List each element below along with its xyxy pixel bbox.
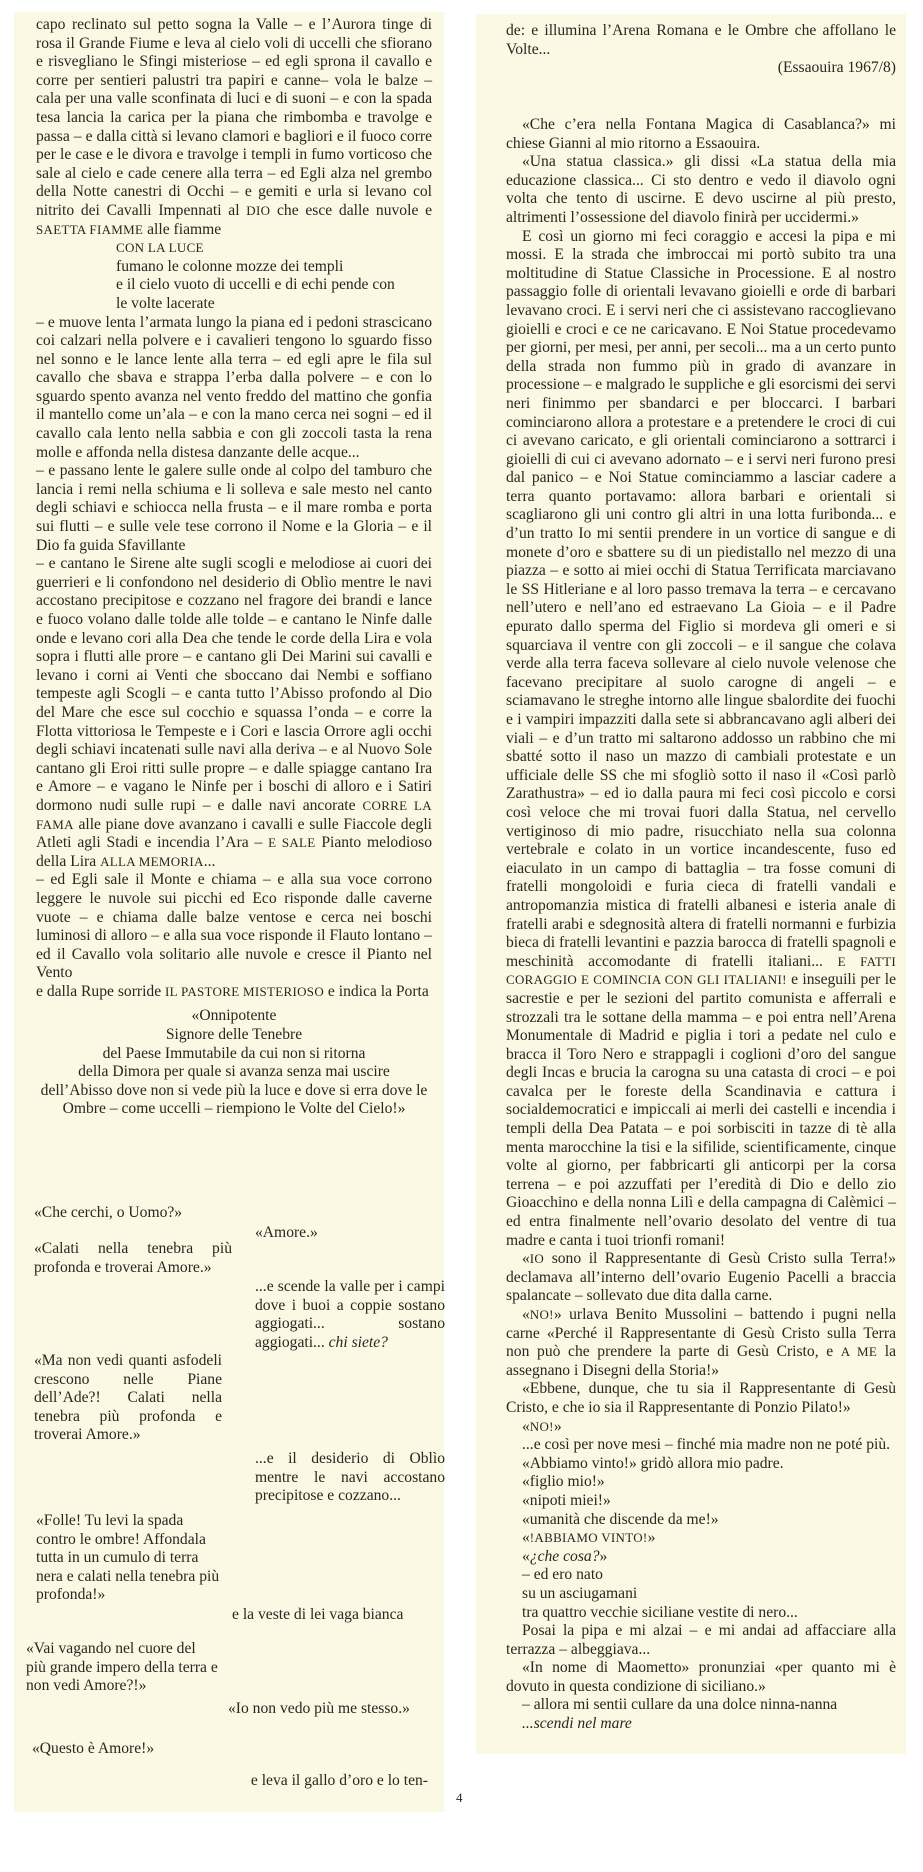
dialogue-question: «Folle! Tu levi la spada contro le ombre! Affondala tutta in un cumulo di terra nera e calati nella tenebra più profonda!» <box>36 1512 220 1604</box>
prose-line: tra quattro vecchie siciliane vestite di nero... <box>522 1603 798 1621</box>
prose-line: «umanità che discende da me!» <box>522 1510 719 1528</box>
prose-paragraph: «In nome di Maometto» pronunziai «per quanto mi è dovuto in questa condizione di siciliano.» <box>506 1659 896 1695</box>
dialogue-answer: «Io non vedo più me stesso.» <box>228 1700 410 1717</box>
prose-line: – ed ero nato <box>522 1566 603 1584</box>
dialogue-question: «Che cerchi, o Uomo?» <box>34 1204 183 1221</box>
prose-paragraph: «IO sono il Rappresentante di Gesù Cristo sulla Terra!» declamava all’interno dell’ovario Eugenio Pacelli a braccia spalancate – sollevato due dita dalla carne. <box>506 1250 896 1305</box>
prose-paragraph: «Ebbene, dunque, che tu sia il Rappresentante di Gesù Cristo, e che io sia il Rappresentante di Ponzio Pilato!» <box>506 1380 896 1416</box>
dialogue-question: «Calati nella tenebra più profonda e troverai Amore.» <box>34 1240 232 1276</box>
dialogue-answer: e la veste di lei vaga bianca <box>232 1606 404 1623</box>
dialogue-question: «Vai vagando nel cuore del più grande impero della terra e non vedi Amore?!» <box>26 1640 218 1695</box>
prose-line: «nipoti miei!» <box>522 1491 611 1509</box>
signature-date: (Essaouira 1967/8) <box>777 59 896 77</box>
dialogue-answer: e leva il gallo d’oro e lo ten- <box>250 1772 428 1789</box>
prose-line: ...scendi nel mare <box>522 1715 632 1733</box>
prose-paragraph: ...e così per nove mesi – finché mia madre non ne poté più. <box>522 1436 891 1454</box>
prose-paragraph: E così un giorno mi feci coraggio e accesi la pipa e mi mossi. E la strada che imbroccai mi portò subito tra una moltitudine di Statue Classiche in Processione. E al nostro passaggio folle di orientali levavano gioielli e orde di barbari levavano croci. E i servi neri che ci assistevano raccoglievano gioielli e croci e ce ne caricavano. E Noi Statue procedevamo per giorni, per mesi, per anni, per secoli... ma a un certo punto della strada non fummo più in grado di avanzare in processione – e malgrado le suppliche e gli esorcismi dei servi neri finimmo per sbandarci e per bloccarci. I barbari cominciarono allora a protestare e a pretendere le croci di cui ci avevano caricato, e gli orientali cominciarono a sottrarci i gioielli di cui ci avevano adornato – e i servi neri furono presi dal panico – e Noi Statue cominciammo a lasciar cadere a terra quanto portavamo: allora barbari e orientali si scagliarono gli uni contro gli altri in una lotta furibonda... e d’un tratto Io mi sentii prendere in un vortice di sangue e di monete d’oro e sbattere su di un piedistallo nel mezzo di una piazza – e sotto ai miei occhi di Statua Terrificata marciavano le SS Hitleriane e al loro passo tremava la terra – e cercavano nell’utero e nell’ano ed estraevano La Gioia – e il Padre epurato dallo sperma del Figlio si mordeva gli omeri e si squarciava il ventre con gli zoccoli – e il sangue che colava verde alla terra faceva sollevare al cielo nuvole velenose che facevano precipitare al suolo carogne di angeli – e sciamavano le streghe intorno alle lingue sbalordite dei fuochi e i vampiri impazziti dalla sete si abbrancavano agli alberi dei viali – e d’un tratto mi saltarono addosso un rabbino che mi sbatté sotto il naso un mazzo di cambiali protestate e un ufficiale delle SS che mi sfogliò sotto il naso il «Così parlò Zarathustra» – ed io dalla paura mi feci così piccolo e corsi così veloce che mi trovai fuori dalla Statua, nel cervello vertiginoso di mio padre, risucchiato nella sua colonna vertebrale e colato in un vortice incandescente, fuso ed eiaculato in un campo di battaglia – tra fosse comuni di fratelli mongoloidi e furia cieca di fratelli vandali e antropomanzia mistica di fratelli albanesi e isteria anale di fratelli arabi e sdegnosità altera di fratelli normanni e furbizia bieca di fratelli levantini e pazzia barocca di fratelli spagnoli e meschinità accomodante di fratelli italiani... E FATTI CORAGGIO E COMINCIA CON GLI ITALIANI! e inseguili per le sacrestie e per le sezioni del partito comunista e afferrali e strozzali tra le sottane della mamma – e poi entra nell’Arena Monumentale di Madrid e piglia i tori a pedate nel culo e bracca il Toro Nero e strappagli i coglioni d’oro del sangue degli Incas e brucia la carogna su una catasta di croci – e poi cavalca per le foreste della Scandinavia e cattura i socialdemocratici e impiccali ai merli dei castelli e incendia i templi della Dea Patata – e poi sorbisciti in tazze di tè alla menta marocchine la tisi e la sifilide, scientificamente, cinque volte al giorno, per fabbricarti gli anticorpi per la corsa terrena – e poi azzuffati per l’eredità di Dio e dello zio Gioacchino e della nonna Lilì e della campagna di Calèmici – ed entra finalmente nell’ovario desolato del ventre di tua madre e canta i tuoi trionfi romani! <box>506 227 897 1249</box>
prose-paragraph: «NO!» urlava Benito Mussolini – battendo i pugni nella carne «Perché il Rappresentante di Gesù Cristo sulla Terra non può che prendere la parte di Gesù Cristo, e A ME la assegnano i Disegni della Storia!» <box>506 1306 897 1379</box>
prose-line: «Abbiamo vinto!» gridò allora mio padre. <box>522 1454 784 1472</box>
prose-line: «NO!» <box>522 1417 562 1435</box>
prose-paragraph: de: e illumina l’Arena Romana e le Ombre che affollano le Volte... <box>506 22 896 58</box>
prose-paragraph: «Che c’era nella Fontana Magica di Casablanca?» mi chiese Gianni al mio ritorno a Essaouira. <box>506 116 896 152</box>
prose-line: «!ABBIAMO VINTO!» <box>522 1529 656 1547</box>
prose-paragraph: – e muove lenta l’armata lungo la piana ed i pedoni strascicano coi calzari nella polvere e i cavalieri tengono lo sguardo fisso nel sonno e le lance lente alla terra – ed egli apre le fila sul cavallo che sbava e strappa l’erba dalla polvere – e con lo sguardo spento avanza nel vento freddo del mattino che gonfia il mantello come un’ala – e con la mano cerca nei sogni – ed il cavallo cala lento nella sabbia e con gli zoccoli tasta la rena molle e affonda nella distesa danzante delle acque... <box>36 313 432 461</box>
dialogue-answer: ...e il desiderio di Oblìo mentre le navi accostano precipitose e cozzano... <box>255 1450 445 1505</box>
prose-paragraph: – e cantano le Sirene alte sugli scogli e melodiose ai cuori dei guerrieri e li confondono nel desiderio di Oblìo mentre le navi accostano precipitose e cozzano nel fragore dei brandi e lance e fuoco volano dalle tolde alle tolde – e cantano le Ninfe dalle onde e levano cori alla Dea che tende le corde della Lira e vola sopra i flutti alle prore – e cantano gli Dei Marini sui cavalli e levano i corni ai Venti che sboccano dai Nembi e soffiano tempeste agli Scogli – e canta tutto l’Abisso profondo al Dio del Mare che esce sul cocchio e squassa l’onda – e corre la Flotta vittoriosa le Tempeste e i Cori e lascia Orrore agli occhi degli schiavi incatenati sulle navi alla deriva – e al Nuovo Sole cantano gli Eroi ritti sulle propre – e dalle spiagge cantano Ira e Amore – e vagano le Ninfe per i boschi di alloro e i Satiri dormono nudi sulle rupi – e dalle navi ancorate CORRE LA FAMA alle piane dove avanzano i cavalli e sulle Fiaccole degli Atleti agli Stadi e incendia l’Ara – E SALE Pianto melodioso della Lira ALLA MEMORIA... <box>36 555 432 870</box>
right-column-text <box>506 22 896 78</box>
dialogue-answer: ...e scende la valle per i campi dove i buoi a coppie sostano aggiogati... sostano aggiogati... chi siete? <box>255 1278 445 1351</box>
prose-line: «figlio mio!» <box>522 1473 605 1491</box>
dialogue-question: «Questo è Amore!» <box>32 1740 155 1757</box>
page-number: 4 <box>456 1790 463 1805</box>
invocation-verse: «Onnipotente Signore delle Tenebre del Paese Immutabile da cui non si ritorna della Dimora per quale si avanza senza mai uscire dell’Abisso dove non si vede più la luce e dove si erra dove le Ombre – come uccelli – riempiono le Volte del Cielo!» <box>40 1007 428 1118</box>
dialogue-question: «Ma non vedi quanti asfodeli crescono nelle Piane dell’Ade?! Calati nella tenebra più profonda e troverai Amore.» <box>34 1352 222 1444</box>
verse-block: CON LA LUCE fumano le colonne mozze dei templi e il cielo vuoto di uccelli e di echi pende con le volte lacerate <box>116 240 395 312</box>
prose-paragraph: – e passano lente le galere sulle onde al colpo del tamburo che lancia i remi nella schiuma e li solleva e sale mesto nel canto degli schiavi e schiocca nella frusta – e il mare romba e porta sui flutti – e sulle vele tese corrono il Nome e la Gloria – e il Dio fa guida Sfavillante <box>36 462 432 554</box>
left-column-text <box>36 16 432 1119</box>
right-column-story <box>506 116 896 1734</box>
prose-paragraph: – ed Egli sale il Monte e chiama – e alla sua voce corrono leggere le nuvole sui picchi ed Eco risponde dalle caverne vuote – e chiama dalle balze ventose e cerca nei boschi luminosi di alloro – e alla sua voce risponde il Flauto lontano – ed il Cavallo vola solitario alle nuvole e cresce il Pianto nel Vento <box>36 871 432 982</box>
prose-line: «¿che cosa?» <box>522 1547 608 1565</box>
prose-paragraph: capo reclinato sul petto sogna la Valle – e l’Aurora tinge di rosa il Grande Fiume e leva al cielo voli di uccelli che sfiorano e risvegliano le Sfingi misteriose – ed egli sprona il cavallo e corre per sentieri palustri tra papiri e canne– vola le balze – cala per una valle sconfinata di luci e di suoni – e con la spada tesa lancia la carica per la piana che rimbomba e travolge e passa – e dalla città si levano clamori e bagliori e il fuoco corre per le case e le divora e travolge i templi in fumo vorticoso che sale al cielo e cade cenere alla terra – ed Egli alza nel grembo della Notte canestri di Occhi – e gemiti e urla si levano col nitrito dei Cavalli Impennati al DIO che esce dalle nuvole e SAETTA FIAMME alle fiamme <box>36 16 432 238</box>
prose-paragraph: «Una statua classica.» gli dissi «La statua della mia educazione classica... Ci sto dentro e vedo il diavolo ogni volta che tento di uscirne. E devo uscirne al più presto, altrimenti l’ossessione del diavolo finirà per uccidermi.» <box>506 153 896 226</box>
prose-line: su un asciugamani <box>522 1584 638 1602</box>
prose-paragraph: Posai la pipa e mi alzai – e mi andai ad affacciare alla terrazza – albeggiava... <box>506 1622 896 1658</box>
prose-line: – allora mi sentii cullare da una dolce ninna-nanna <box>522 1696 838 1714</box>
prose-paragraph: e dalla Rupe sorride IL PASTORE MISTERIOSO e indica la Porta <box>36 982 429 1000</box>
dialogue-answer: «Amore.» <box>255 1224 318 1241</box>
